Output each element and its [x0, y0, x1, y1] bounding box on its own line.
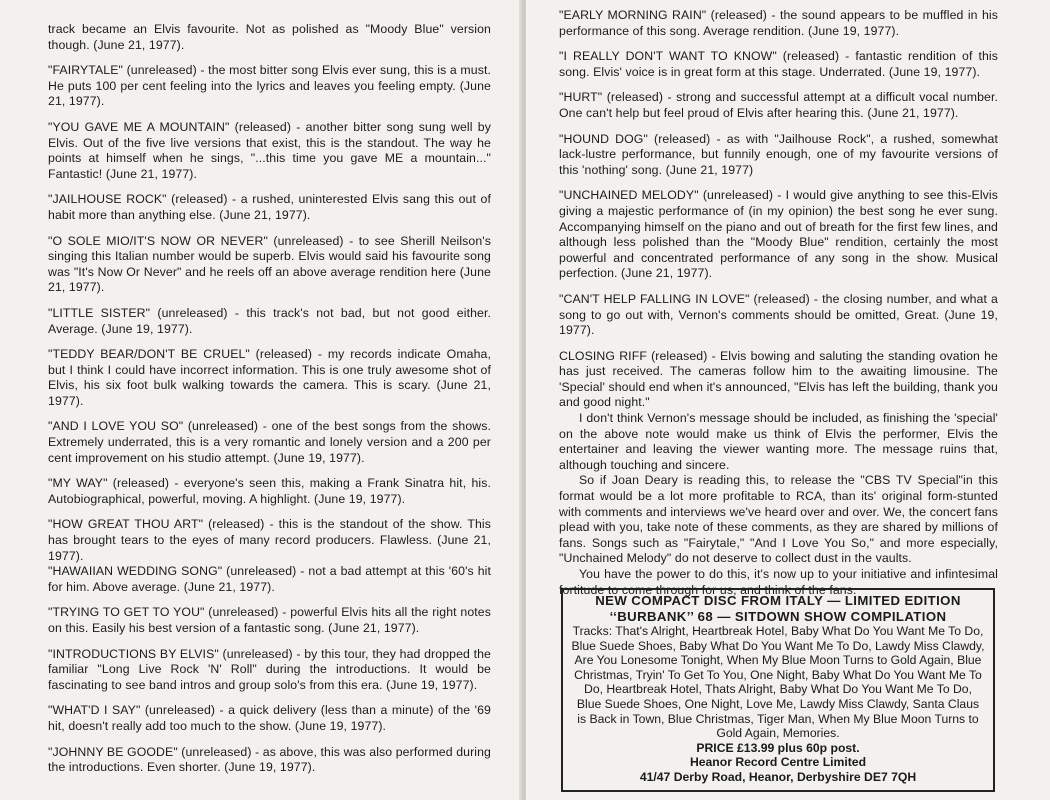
- review-paragraph: CLOSING RIFF (released) - Elvis bowing and saluting the standing ovation he has just received. The cameras follow him to the awaiting limousine. The 'Special' should end when it's announced, "Elvis has left the building, thank you and good night.": [559, 348, 998, 410]
- review-paragraph: "MY WAY" (released) - everyone's seen this, making a Frank Sinatra hit, his. Autobiographical, powerful, moving. A highlight. (June 19, 1977).: [48, 476, 491, 506]
- review-paragraph: "CAN'T HELP FALLING IN LOVE" (released) - the closing number, and what a song to go out with, Vernon's comments should be omitted, Great. (June 19, 1977).: [559, 291, 998, 338]
- review-paragraph: "HOW GREAT THOU ART" (released) - this is the standout of the show. This has brought tears to the eyes of many record producers. Flawless. (June 21, 1977).: [48, 517, 491, 563]
- ad-headline: NEW COMPACT DISC FROM ITALY — LIMITED EDITION: [595, 593, 961, 608]
- left-column: [48, 22, 491, 786]
- review-paragraph: "LITTLE SISTER" (unreleased) - this track's not bad, but not good either. Average. (June 19, 1977).: [48, 305, 491, 336]
- review-paragraph: "EARLY MORNING RAIN" (released) - the sound appears to be muffled in his performance of this song. Average rendition. (June 19, 1977).: [559, 8, 998, 38]
- review-paragraph: track became an Elvis favourite. Not as polished as "Moody Blue" version though. (June 21, 1977).: [48, 22, 491, 52]
- review-paragraph: "HAWAIIAN WEDDING SONG" (unreleased) - not a bad attempt at this '60's hit for him. Above average. (June 21, 1977).: [48, 564, 491, 594]
- review-paragraph: "O SOLE MIO/IT'S NOW OR NEVER" (unreleased) - to see Sherill Neilson's singing this Italian number would be superb. Elvis would said his favourite song was "It's Now Or Never" and he reels off an above average rendition here (June 21, 1977).: [48, 233, 491, 295]
- ad-subheadline: ‘‘BURBANK’’ 68 — SITDOWN SHOW COMPILATION: [609, 608, 947, 624]
- review-paragraph: "I REALLY DON'T WANT TO KNOW" (released) - fantastic rendition of this song. Elvis' voice is in great form at this stage. Underrated. (June 19, 1977).: [559, 49, 998, 79]
- closing-paragraph: You have the power to do this, it's now up to your initiative and infintesimal fortitude to come through for us, and think of the fans.: [559, 567, 998, 597]
- closing-paragraph: I don't think Vernon's message should be included, as finishing the 'special' on the above note would make us think of Elvis the performer, Elvis the entertainer and leaving the viewer wanting more. The message ruins that, although touching and sincere.: [559, 411, 998, 472]
- ad-price: PRICE £13.99 plus 60p post.: [696, 740, 860, 755]
- review-paragraph: "JOHNNY BE GOODE" (unreleased) - as above, this was also performed during the introductions. Even shorter. (June 19, 1977).: [48, 744, 491, 775]
- review-paragraph: "HURT" (released) - strong and successful attempt at a difficult vocal number. One can't help but feel proud of Elvis after hearing this. (June 21, 1977).: [559, 90, 998, 120]
- right-page: [526, 0, 1050, 800]
- review-paragraph: "TRYING TO GET TO YOU" (unreleased) - powerful Elvis hits all the right notes on this. Easily his best version of a fantastic song. (June 21, 1977).: [48, 605, 491, 635]
- review-paragraph: "HOUND DOG" (released) - as with "Jailhouse Rock", a rushed, somewhat lack-lustre performance, but funnily enough, one of my favourite versions of this 'nothing' song. (June 21, 1977): [559, 131, 998, 177]
- review-paragraph: "FAIRYTALE" (unreleased) - the most bitter song Elvis ever sung, this is a must. He puts 100 per cent feeling into the lyrics and leaves you feeling empty. (June 21, 1977).: [48, 63, 491, 109]
- closing-paragraph: So if Joan Deary is reading this, to release the "CBS TV Special"in this format would be a lot more profitable to RCA, than its' original form-stunted with comments and interviews we've heard over and over. We, the concert fans plead with you, take note of these comments, as they are shared by millions of fans. Songs such as "Fairytale," "And I Love You So," and more especially, "Unchained Melody" do not deserve to collect dust in the vaults.: [559, 473, 998, 566]
- review-paragraph: "TEDDY BEAR/DON'T BE CRUEL" (released) - my records indicate Omaha, but I think I could have incorrect information. This is one truly awesome shot of Elvis, his six foot bulk walking towards the camera. This is scary. (June 21, 1977).: [48, 347, 491, 408]
- ad-shop-name: Heanor Record Centre Limited: [689, 755, 867, 770]
- ad-tracklist: Tracks: That's Alright, Heartbreak Hotel, Baby What Do You Want Me To Do, Blue Suede Shoes, Baby What Do You Want Me To Do, Lawdy Miss Clawdy, Are You Lonesome Tonight, When My Blue Moon Turns to Gold Again, Blue Christmas, Tryin' To Get To You, One Night, Baby What Do You Want Me To Do, Heartbreak Hotel, Thats Alright, Baby What Do You Want Me To Do, Blue Suede Shoes, One Night, Love Me, Lawdy Miss Clawdy, Santa Claus is Back in Town, Blue Christmas, Tiger Man, When My Blue Moon Turns to Gold Again, Memories.: [571, 624, 985, 741]
- left-page: [0, 0, 522, 800]
- review-paragraph: "UNCHAINED MELODY" (unreleased) - I would give anything to see this-Elvis giving a majestic performance of (in my opinion) the best song he ever sung. Accompanying himself on the piano and out of breath for the first few lines, and although less polished than the "Moody Blue" rendition, certainly the most powerful and concentrated performance of any song in the show. Musical perfection. (June 21, 1977).: [559, 188, 998, 281]
- review-paragraph: "AND I LOVE YOU SO" (unreleased) - one of the best songs from the shows. Extremely underrated, this is a very romantic and lonely version and a 200 per cent improvement on his studio attempt. (June 19, 1977).: [48, 419, 491, 465]
- review-paragraph: "JAILHOUSE ROCK" (released) - a rushed, uninterested Elvis sang this out of habit more than anything else. (June 21, 1977).: [48, 192, 491, 222]
- review-paragraph: "YOU GAVE ME A MOUNTAIN" (released) - another bitter song sung well by Elvis. Out of the five live versions that exist, this is the standout. The way he points at himself when he sings, "...this time you gave ME a mountain..." Fantastic! (June 21, 1977).: [48, 119, 491, 181]
- review-paragraph: "WHAT'D I SAY" (unreleased) - a quick delivery (less than a minute) of the '69 hit, doesn't really add too much to the show. (June 19, 1977).: [48, 703, 491, 733]
- cd-advertisement: [561, 588, 995, 792]
- right-column: [559, 8, 998, 598]
- ad-address: 41/47 Derby Road, Heanor, Derbyshire DE7 7QH: [639, 769, 917, 784]
- review-paragraph: "INTRODUCTIONS BY ELVIS" (unreleased) - by this tour, they had dropped the familiar "Long Live Rock 'N' Roll" during the introductions. It would be fascinating to see band intros and group solo's from this era. (June 19, 1977).: [48, 646, 491, 692]
